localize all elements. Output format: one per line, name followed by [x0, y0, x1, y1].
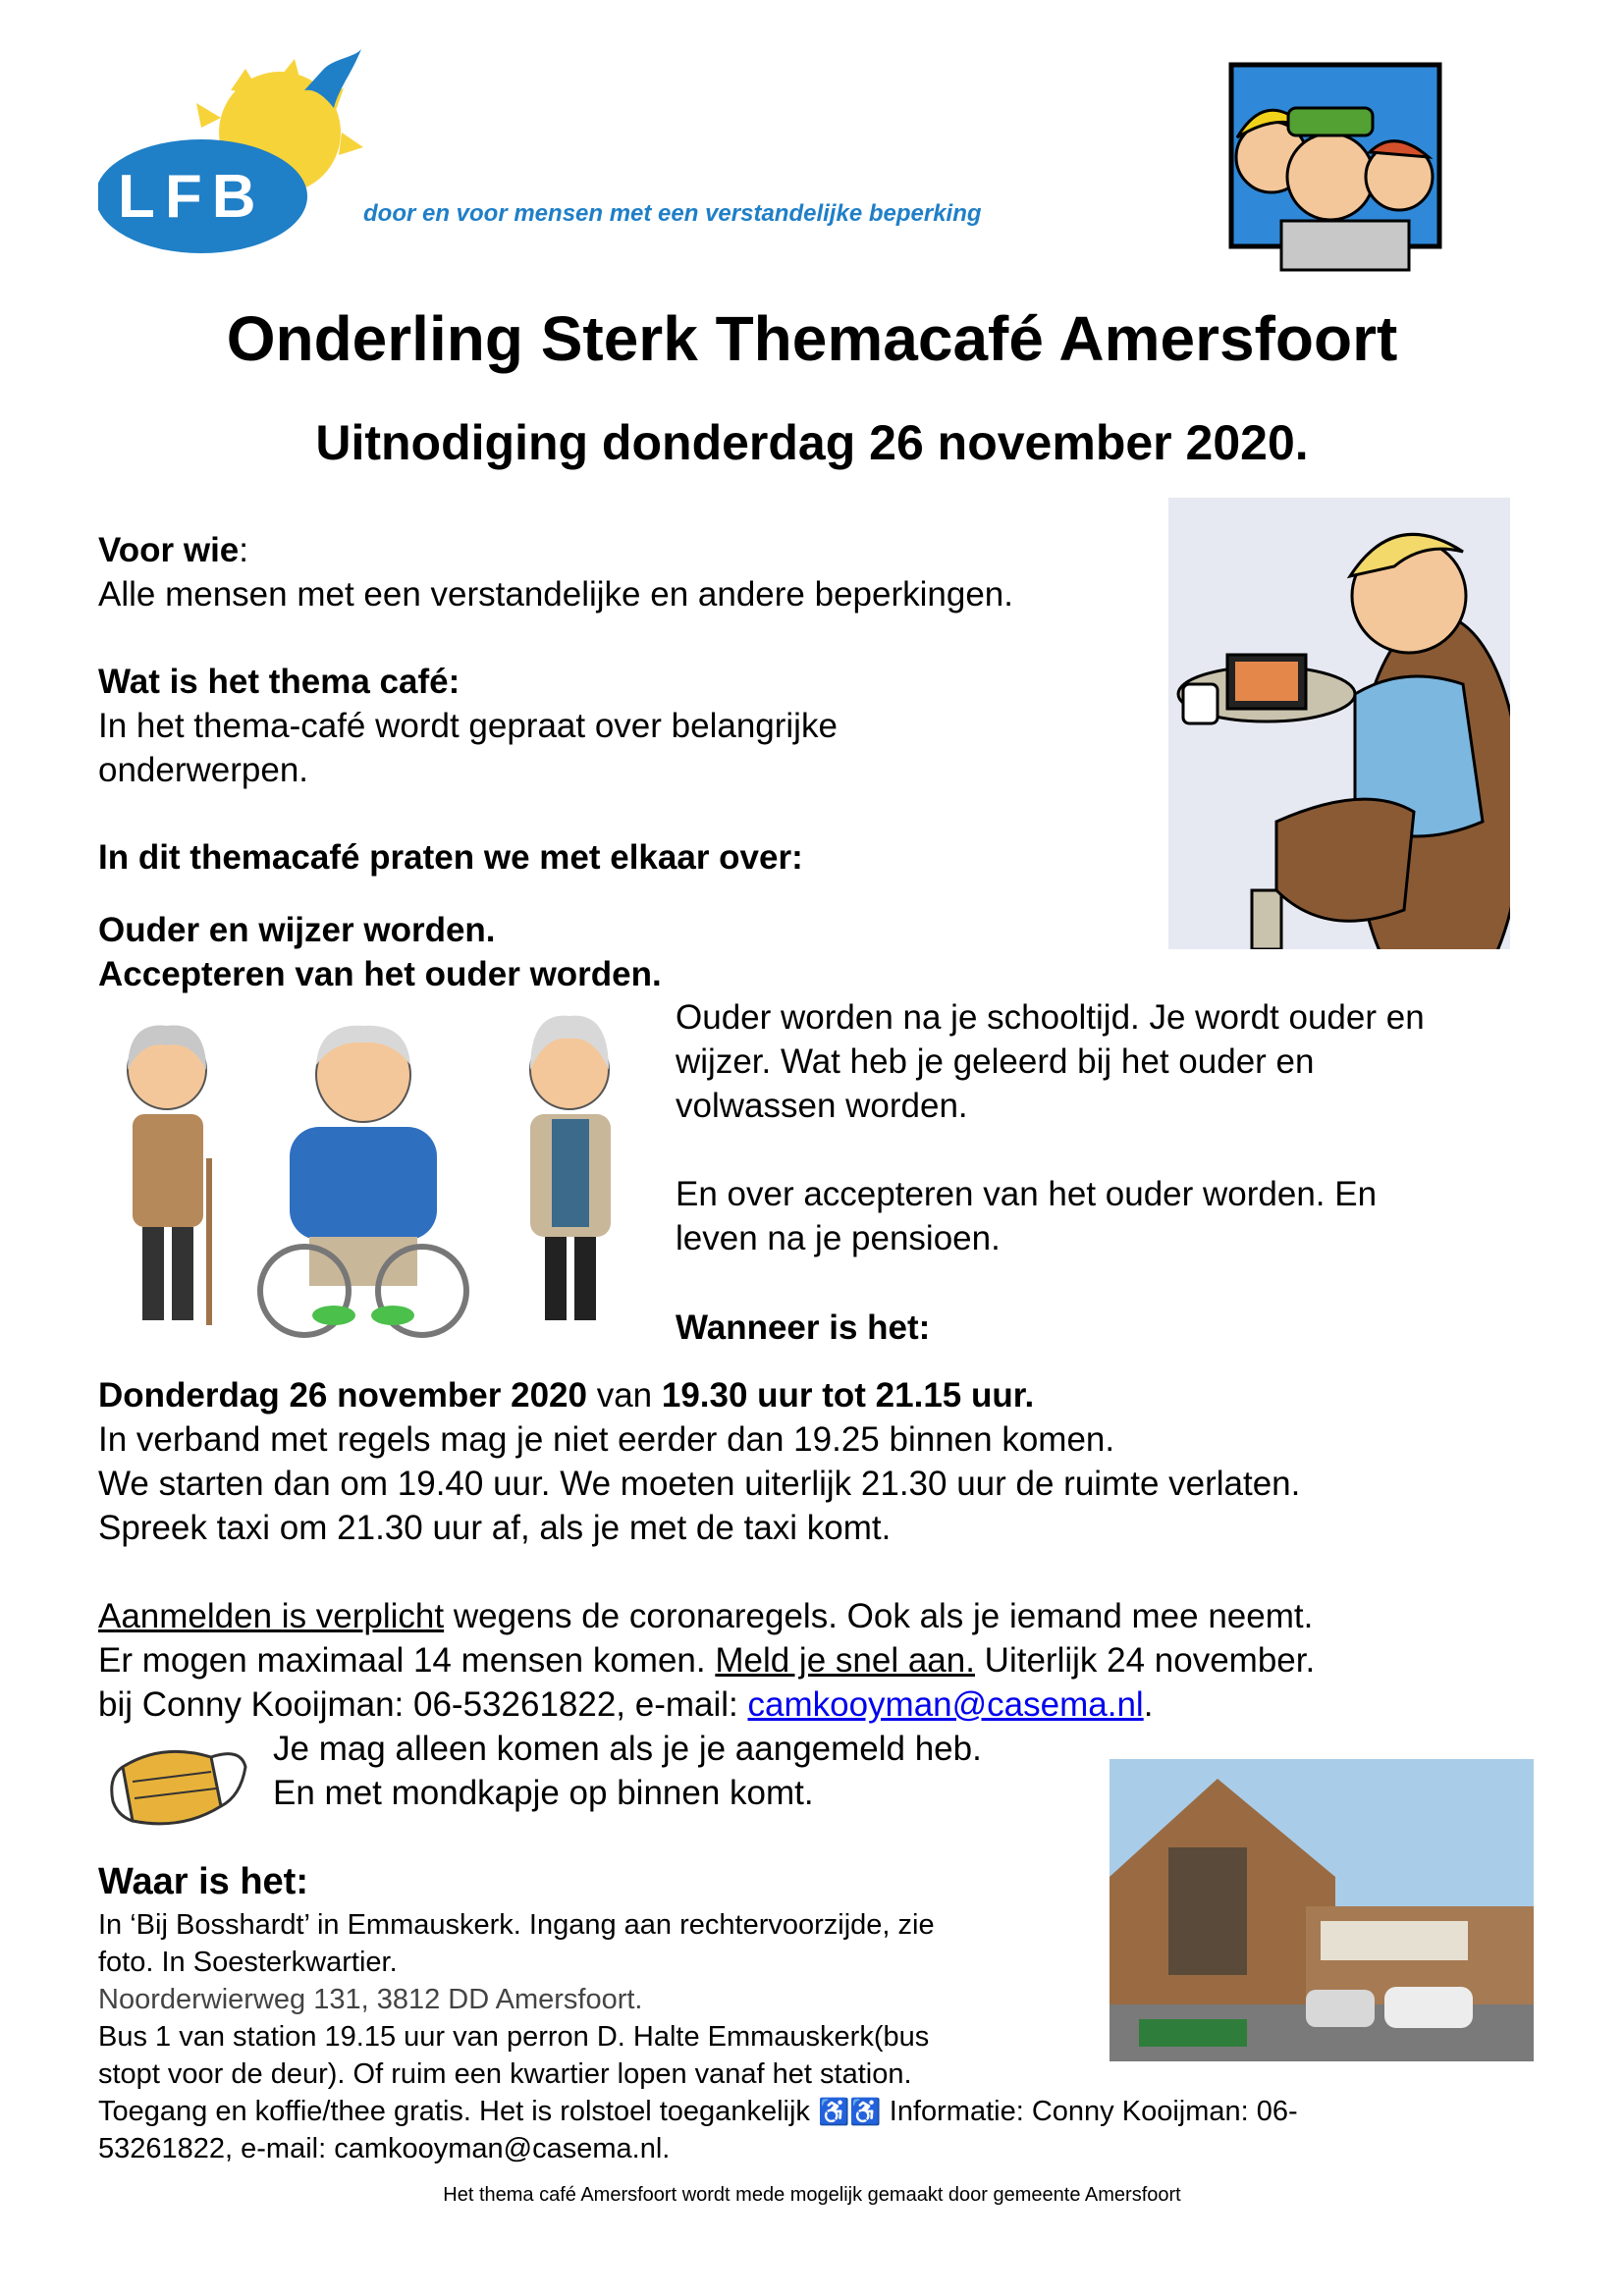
waar-address: Noorderwierweg 131, 3812 DD Amersfoort. [98, 1984, 643, 2015]
wanneer-line-3: Spreek taxi om 21.30 uur af, als je met de taxi komt. [98, 1509, 892, 1547]
wanneer-date: Donderdag 26 november 2020 [98, 1376, 587, 1415]
ouder-p2-line-2: leven na je pensioen. [676, 1219, 1001, 1257]
aanmelden-line-3 [98, 1682, 1153, 1727]
waar-line-5: stopt voor de deur). Of ruim een kwartier lopen vanaf het station. [98, 2058, 912, 2090]
lfb-tagline: door en voor mensen met een verstandelijke beperking [363, 200, 982, 227]
waar-line-4: Bus 1 van station 19.15 uur van perron D. Halte Emmauskerk(bus [98, 2021, 930, 2053]
face-mask-icon [103, 1728, 250, 1841]
wat-is-heading: Wat is het thema café: [98, 663, 460, 701]
aanmelden-text-2b: Uiterlijk 24 november. [974, 1641, 1316, 1680]
wat-is-line-2: onderwerpen. [98, 751, 309, 789]
wanneer-line-2: We starten dan om 19.40 uur. We moeten uiterlijk 21.30 uur de ruimte verlaten. [98, 1465, 1301, 1503]
aanmelden-line-2 [98, 1638, 1315, 1682]
waar-line-6b: Informatie: Conny Kooijman: 06- [889, 2096, 1298, 2127]
mask-line-2: En met mondkapje op binnen komt. [273, 1774, 814, 1812]
lfb-logo-text: LFB [118, 163, 266, 231]
cartoon-characters-image [1198, 59, 1458, 280]
ouder-p1-line-1: Ouder worden na je schooltijd. Je wordt ouder en [676, 998, 1425, 1037]
ouder-p2-line-1: En over accepteren van het ouder worden. En [676, 1175, 1378, 1213]
wanneer-van: van [586, 1376, 662, 1415]
waar-line-2: foto. In Soesterkwartier. [98, 1947, 398, 1978]
aanmelden-dot: . [1143, 1685, 1154, 1724]
elderly-woman-cane [128, 1026, 212, 1325]
aanmelden-text-1: wegens de coronaregels. Ook als je iemand mee neemt. [444, 1597, 1314, 1635]
elderly-man-wheelchair [260, 1026, 466, 1335]
page-subtitle: Uitnodiging donderdag 26 november 2020. [315, 415, 1309, 470]
ouder-p1-line-2: wijzer. Wat heb je geleerd bij het ouder en [676, 1042, 1315, 1081]
meld-je-snel-aan: Meld je snel aan. [715, 1641, 975, 1680]
footer-text: Het thema café Amersfoort wordt mede mogelijk gemaakt door gemeente Amersfoort [443, 2184, 1181, 2206]
lfb-logo [98, 49, 393, 260]
ouder-p1-line-3: volwassen worden. [676, 1087, 968, 1125]
waar-line-7: 53261822, e-mail: camkooyman@casema.nl. [98, 2133, 671, 2164]
aanmelden-verplicht: Aanmelden is verplicht [98, 1597, 445, 1635]
waar-line-6 [98, 2093, 1298, 2131]
wanneer-time: 19.30 uur tot 21.15 uur. [661, 1376, 1035, 1415]
voor-wie-text: Alle mensen met een verstandelijke en andere beperkingen. [98, 575, 1013, 614]
voor-wie-label: Voor wie [98, 531, 240, 569]
topic-1: Ouder en wijzer worden. [98, 911, 496, 949]
wanneer-date-line [98, 1373, 1034, 1417]
wheelchair-icon: ♿♿ [817, 2097, 882, 2126]
wanneer-line-1: In verband met regels mag je niet eerder dan 19.25 binnen komen. [98, 1420, 1115, 1459]
topic-2: Accepteren van het ouder worden. [98, 955, 662, 993]
emmauskerk-photo [1110, 1759, 1534, 2061]
aanmelden-text-2a: Er mogen maximaal 14 mensen komen. [98, 1641, 716, 1680]
waar-heading: Waar is het: [98, 1861, 308, 1902]
voor-wie-colon: : [239, 531, 248, 569]
wat-is-line-1: In het thema-café wordt gepraat over belangrijke [98, 707, 838, 745]
email-link[interactable]: camkooyman@casema.nl [747, 1685, 1144, 1724]
waar-line-6a: Toegang en koffie/thee gratis. Het is rolstoel toegankelijk [98, 2096, 818, 2127]
page-title: Onderling Sterk Themacafé Amersfoort [226, 303, 1398, 374]
elderly-people-image [98, 1011, 648, 1350]
waar-line-1: In ‘Bij Bosshardt’ in Emmauskerk. Ingang aan rechtervoorzijde, zie [98, 1909, 935, 1941]
aanmelden-line-1 [98, 1594, 1313, 1638]
man-with-laptop-image [1168, 498, 1510, 949]
elderly-woman-standing [530, 1016, 611, 1320]
wanneer-heading: Wanneer is het: [676, 1308, 931, 1347]
voor-wie-heading [98, 528, 248, 572]
praten-heading: In dit themacafé praten we met elkaar over: [98, 838, 803, 877]
aanmelden-text-3: bij Conny Kooijman: 06-53261822, e-mail: [98, 1685, 748, 1724]
mask-line-1: Je mag alleen komen als je je aangemeld heb. [273, 1730, 982, 1768]
